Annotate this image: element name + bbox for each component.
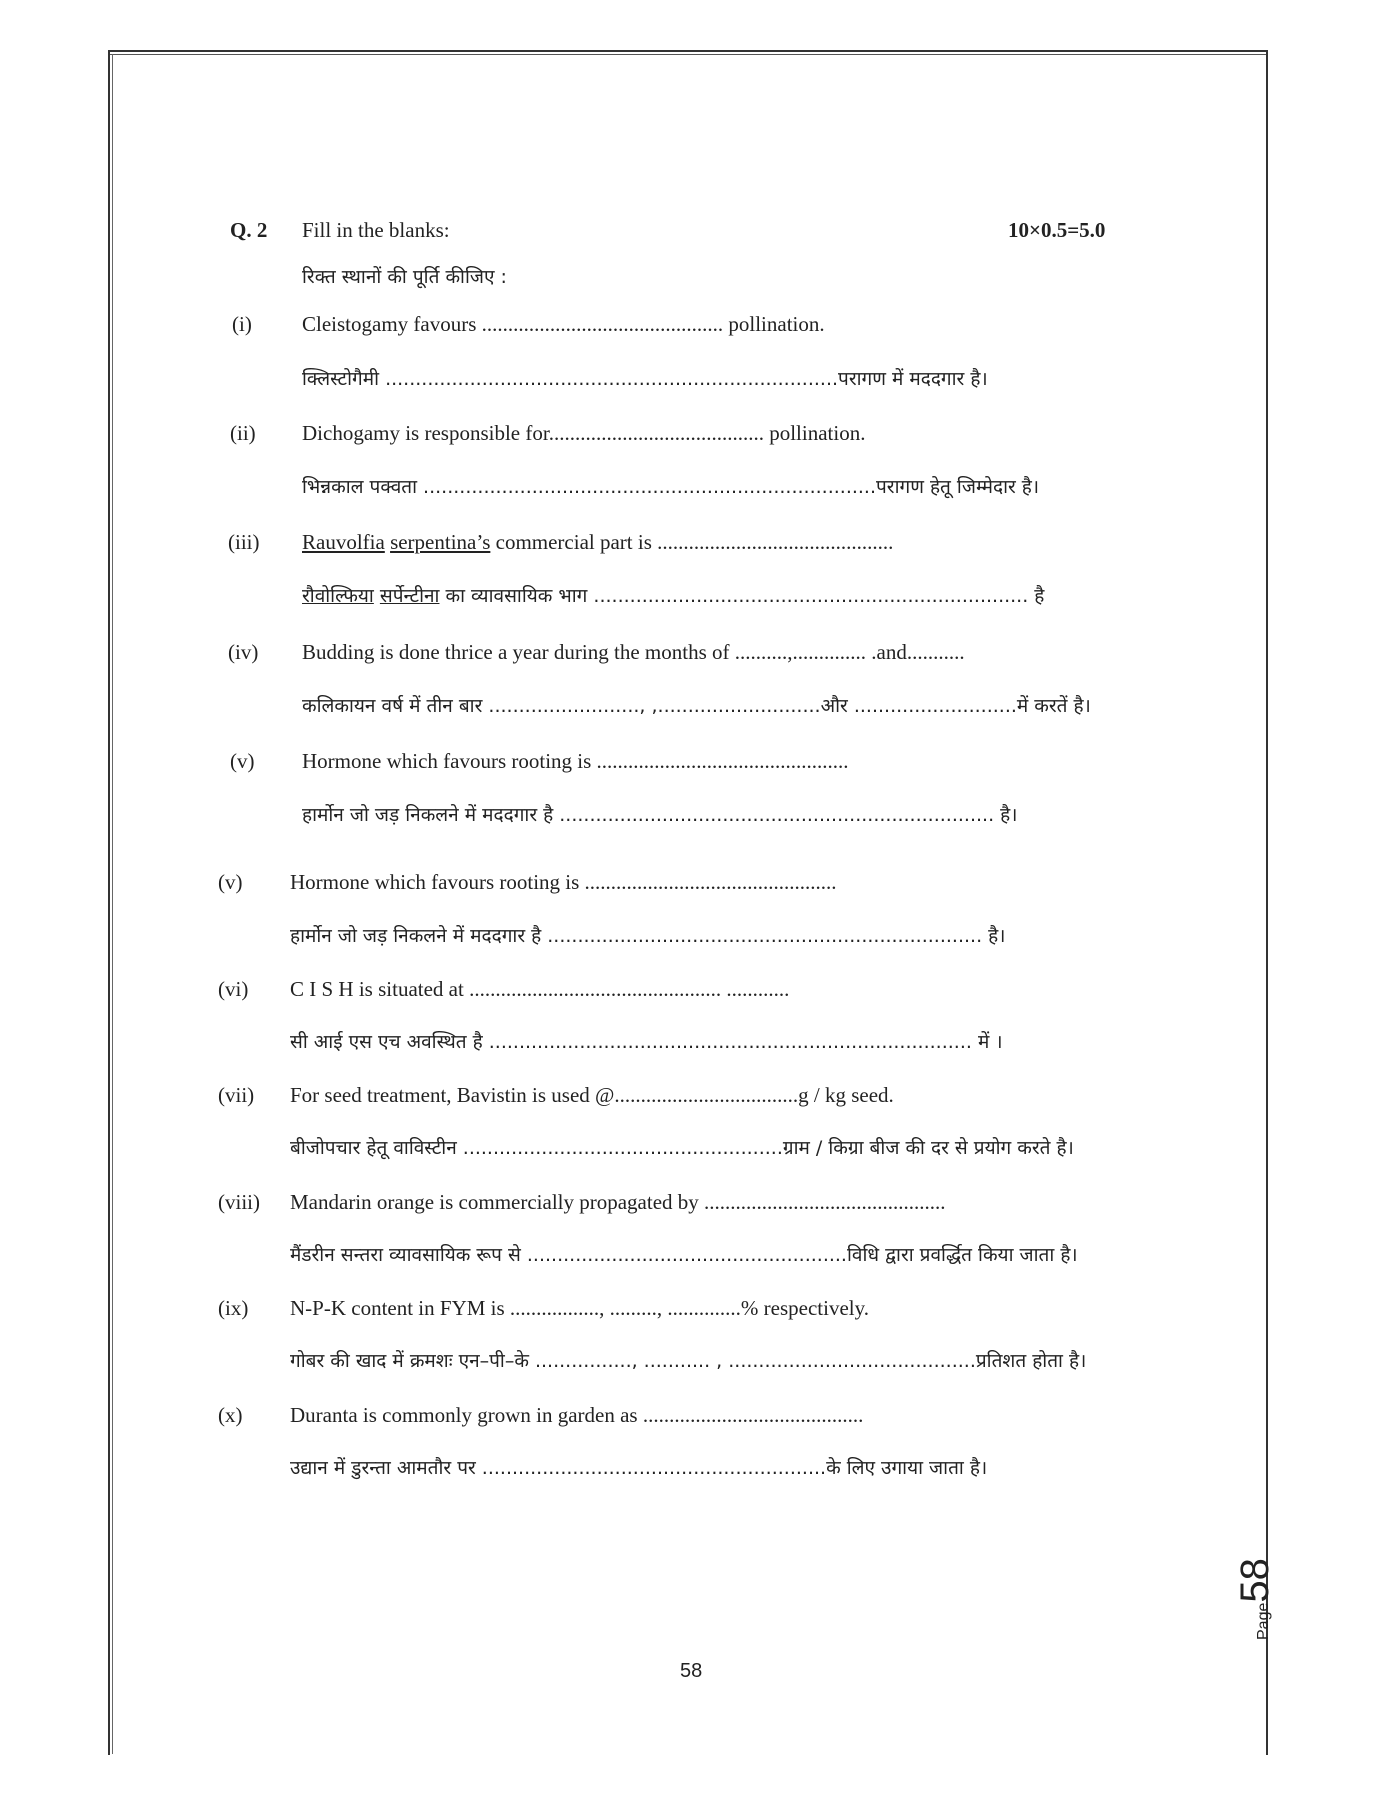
item-text-hi-rest: का व्यावसायिक भाग ........................................................................ है	[439, 585, 1045, 607]
item-text-hi	[302, 582, 1044, 608]
item-text-en: C I S H is situated at ................................................ ............	[290, 977, 790, 1001]
item-number: (viii)	[218, 1190, 260, 1214]
item-text-en: Cleistogamy favours .............................................. pollination.	[302, 312, 825, 336]
side-page-word: Page	[1255, 1602, 1272, 1640]
item-number: (ii)	[230, 421, 256, 445]
question-title-en: Fill in the blanks:	[302, 218, 450, 242]
item-text-hi: गोबर की खाद में क्रमशः एन–पी–के ................, ........... , .........................................प्रतिशत होता है।	[290, 1350, 1087, 1372]
item-text-hi: सी आई एस एच अवस्थित है ................................................................................ में ।	[290, 1031, 1003, 1053]
item-number: (iv)	[228, 640, 259, 664]
side-page-label	[1225, 1530, 1295, 1640]
item-number: (i)	[232, 312, 252, 336]
item-text-hi: हार्मोन जो जड़ निकलने में मददगार है ........................................................................ है।	[290, 925, 1006, 947]
item-text-hi: हार्मोन जो जड़ निकलने में मददगार है ........................................................................ है।	[302, 804, 1018, 826]
item-text-en-rest: commercial part is .............................................	[490, 530, 894, 554]
page-border-left-inner	[112, 54, 113, 1754]
item-number: (iii)	[228, 530, 260, 554]
item-text-hi: कलिकायन वर्ष में तीन बार ........................., ,...........................और ...........................में करतें है।	[302, 695, 1091, 717]
marks-label: 10×0.5=5.0	[1008, 218, 1106, 242]
item-number: (v)	[218, 870, 243, 894]
item-text-en: N-P-K content in FYM is ................., ........., ..............% respectively.	[290, 1296, 869, 1320]
item-text-hi: भिन्नकाल पक्वता ...........................................................................परागण हेतू जिम्मेदार है।	[302, 476, 1040, 498]
item-number: (ix)	[218, 1296, 249, 1320]
item-number: (x)	[218, 1403, 243, 1427]
page-border-top-inner	[110, 54, 1266, 55]
underlined-term: serpentina’s	[390, 530, 491, 554]
page-number: 58	[680, 1660, 703, 1682]
item-text-hi: क्लिस्टोगैमी ...........................................................................परागण में मददगार है।	[302, 368, 988, 390]
underlined-term: सर्पेन्टीना	[379, 585, 440, 607]
item-text-en: Hormone which favours rooting is ................................................	[302, 749, 849, 773]
item-text-en: Mandarin orange is commercially propagated by ..............................................	[290, 1190, 946, 1214]
item-text-en: Dichogamy is responsible for......................................... pollination.	[302, 421, 866, 445]
page-border-left	[108, 50, 110, 1755]
page-border-right	[1266, 50, 1268, 1755]
item-number: (vii)	[218, 1083, 255, 1107]
item-text-en: Hormone which favours rooting is ................................................	[290, 870, 837, 894]
page-border-top	[108, 50, 1268, 52]
item-text-hi: बीजोपचार हेतू वाविस्टीन .....................................................ग्राम / किग्रा बीज की दर से प्रयोग करते है।	[290, 1137, 1074, 1159]
question-title-hi: रिक्त स्थानों की पूर्ति कीजिए :	[302, 266, 507, 288]
side-page-number: 58	[1233, 1558, 1277, 1603]
item-text-en	[302, 530, 893, 555]
item-text-en: For seed treatment, Bavistin is used @...................................g / kg seed.	[290, 1083, 894, 1107]
item-text-en: Budding is done thrice a year during the months of ..........,.............. .and...........	[302, 640, 965, 664]
item-text-en: Duranta is commonly grown in garden as ..........................................	[290, 1403, 864, 1427]
underlined-term: Rauvolfia	[302, 530, 385, 554]
question-number: Q. 2	[230, 218, 268, 242]
item-text-hi: उद्यान में डुरन्ता आमतौर पर .........................................................के लिए उगाया जाता है।	[290, 1457, 988, 1479]
underlined-term: रौवोल्फिया	[302, 585, 374, 607]
item-number: (vi)	[218, 977, 249, 1001]
item-number: (v)	[230, 749, 255, 773]
item-text-hi: मैंडरीन सन्तरा व्यावसायिक रूप से .....................................................विधि द्वारा प्रवर्द्धित किया जाता है।	[290, 1244, 1078, 1266]
